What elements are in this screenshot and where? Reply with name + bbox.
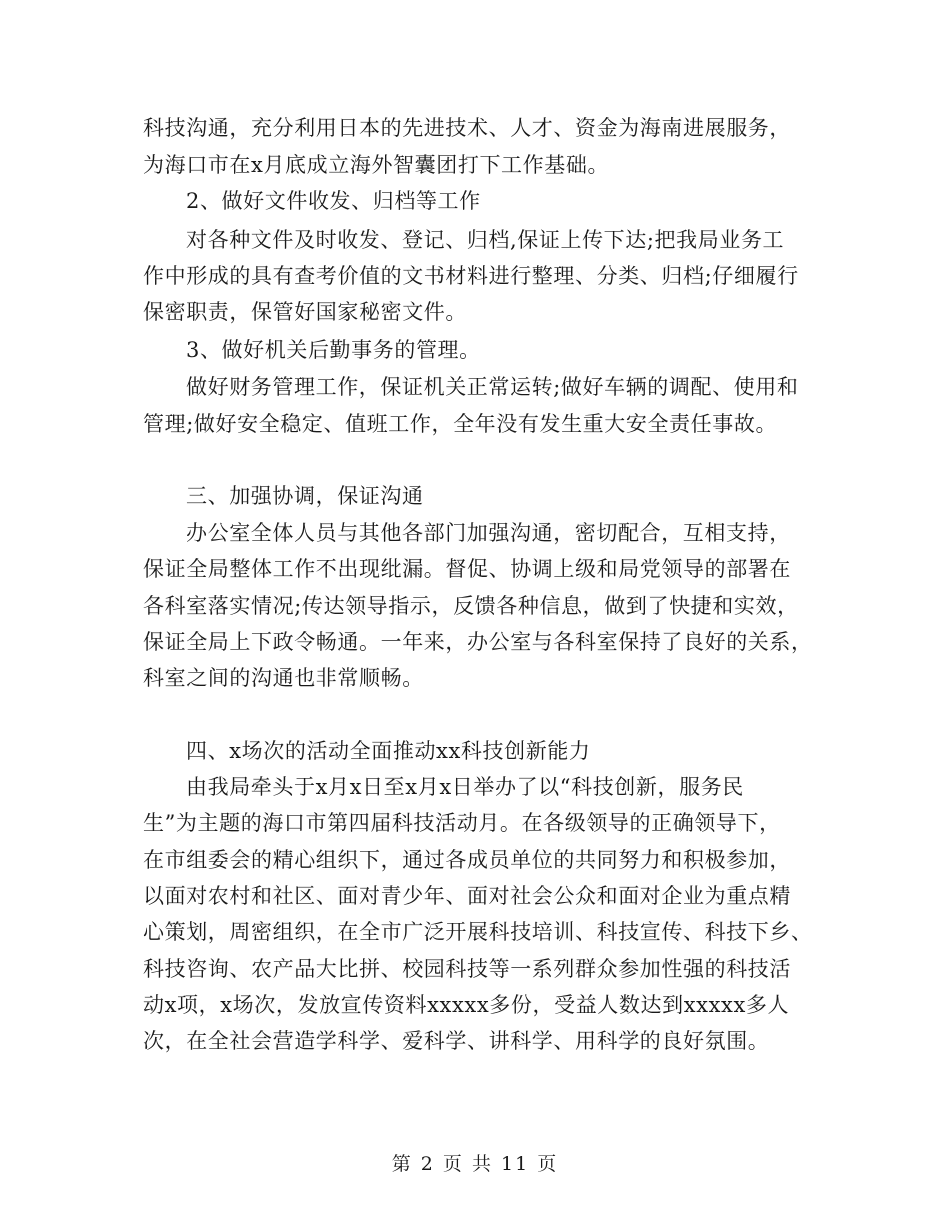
section-heading: 2、做好文件收发、归档等工作 — [186, 189, 481, 213]
body-line: 管理;做好安全稳定、值班工作，全年没有发生重大安全责任事故。 — [143, 412, 778, 436]
body-line: 对各种文件及时收发、登记、归档,保证上传下达;把我局业务工 — [186, 228, 785, 252]
body-line: 由我局牵头于x月x日至x月x日举办了以“科技创新，服务民 — [186, 775, 744, 799]
body-line: 做好财务管理工作，保证机关正常运转;做好车辆的调配、使用和 — [186, 375, 799, 399]
body-line: 各科室落实情况;传达领导指示，反馈各种信息，做到了快捷和实效， — [143, 594, 799, 618]
body-line: 生”为主题的海口市第四届科技活动月。在各级领导的正确领导下， — [143, 811, 781, 835]
body-line: 心策划，周密组织，在全市广泛开展科技培训、科技宣传、科技下乡、 — [143, 920, 813, 944]
body-line: 办公室全体人员与其他各部门加强沟通，密切配合，互相支持， — [186, 521, 791, 545]
body-line: 以面对农村和社区、面对青少年、面对社会公众和面对企业为重点精 — [143, 884, 791, 908]
body-line: 保密职责，保管好国家秘密文件。 — [143, 300, 467, 324]
body-line: 动x项，x场次，发放宣传资料xxxxx多份，受益人数达到xxxxx多人 — [143, 993, 790, 1017]
body-line: 科技咨询、农产品大比拼、校园科技等一系列群众参加性强的科技活 — [143, 957, 791, 981]
page-number-footer: 第 2 页 共 11 页 — [391, 1153, 559, 1175]
body-line: 保证全局整体工作不出现纰漏。督促、协调上级和局党领导的部署在 — [143, 557, 791, 581]
section-heading: 三、加强协调，保证沟通 — [186, 484, 424, 508]
section-heading: 3、做好机关后勤事务的管理。 — [186, 338, 481, 362]
section-heading: 四、x场次的活动全面推动xx科技创新能力 — [186, 739, 591, 763]
body-line: 在市组委会的精心组织下，通过各成员单位的共同努力和积极参加， — [143, 848, 791, 872]
body-line: 科室之间的沟通也非常顺畅。 — [143, 666, 424, 690]
body-line: 科技沟通，充分利用日本的先进技术、人才、资金为海南进展服务， — [143, 116, 791, 140]
body-line: 次，在全社会营造学科学、爱科学、讲科学、用科学的良好氛围。 — [143, 1029, 770, 1053]
body-line: 保证全局上下政令畅通。一年来，办公室与各科室保持了良好的关系， — [143, 630, 813, 654]
body-line: 作中形成的具有查考价值的文书材料进行整理、分类、归档;仔细履行 — [143, 264, 799, 288]
body-line: 为海口市在x月底成立海外智囊团打下工作基础。 — [143, 153, 610, 177]
